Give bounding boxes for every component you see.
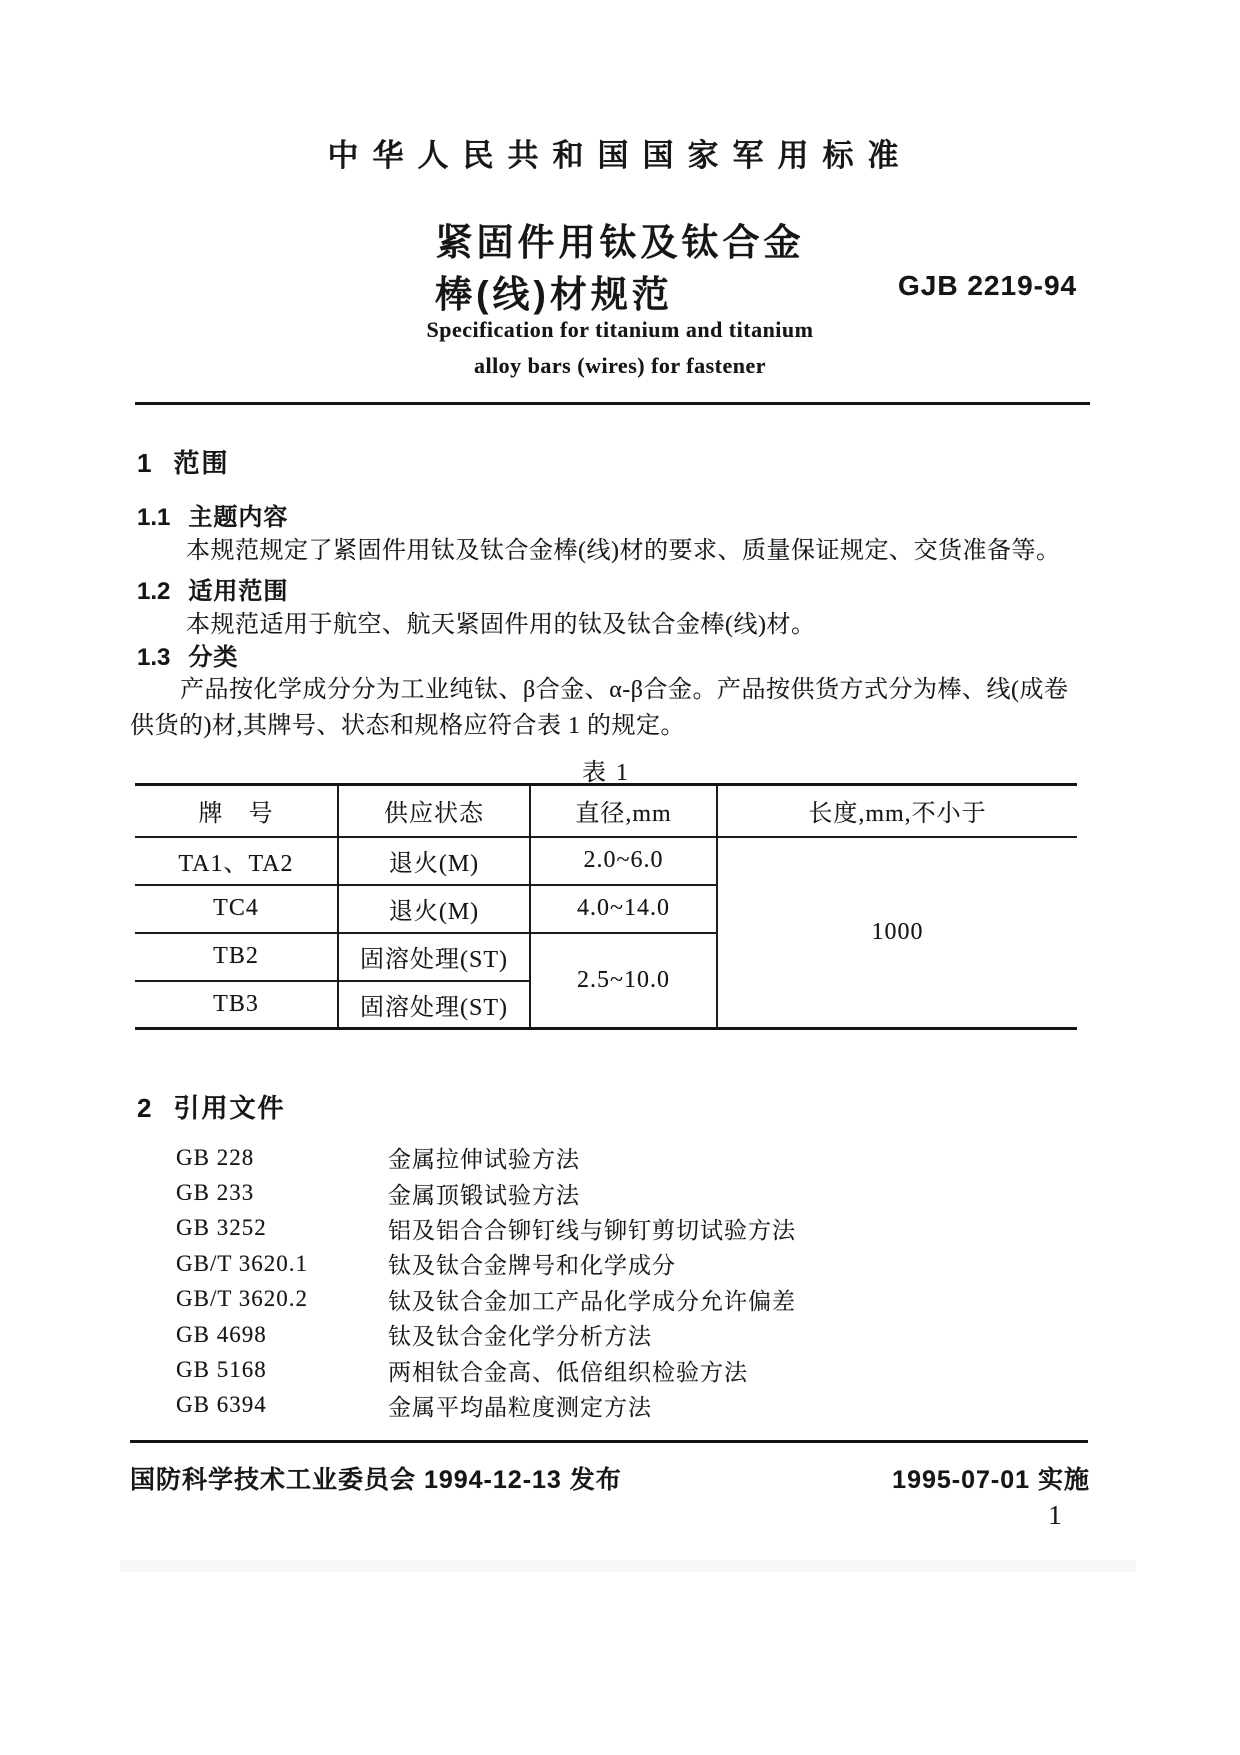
section-1-1-number: 1.1 — [137, 504, 171, 531]
section-1-title: 范围 — [173, 448, 230, 478]
cell-length-merged: 1000 — [717, 837, 1077, 1029]
cell-state: 退火(M) — [338, 885, 530, 933]
cell-grade: TA1、TA2 — [135, 837, 338, 885]
list-item — [176, 1317, 1076, 1352]
list-item — [176, 1140, 1076, 1175]
list-item — [176, 1352, 1076, 1387]
reference-title: 金属平均晶粒度测定方法 — [388, 1394, 652, 1420]
cell-diameter: 4.0~14.0 — [530, 885, 717, 933]
reference-code: GB 6394 — [176, 1392, 267, 1418]
reference-code: GB/T 3620.2 — [176, 1286, 308, 1312]
reference-title: 钛及钛合金加工产品化学成分允许偏差 — [388, 1288, 796, 1314]
reference-title: 钛及钛合金化学分析方法 — [388, 1324, 652, 1350]
reference-title: 金属顶锻试验方法 — [388, 1182, 580, 1208]
cell-grade: TC4 — [135, 885, 338, 933]
cell-diameter-merged: 2.5~10.0 — [530, 933, 717, 1029]
reference-code: GB 4698 — [176, 1321, 267, 1347]
page-number: 1 — [1048, 1500, 1062, 1530]
cell-state: 固溶处理(ST) — [338, 933, 530, 981]
col-header-length: 长度,mm,不小于 — [717, 785, 1077, 837]
section-1-number: 1 — [137, 448, 152, 478]
footer-issued-by: 国防科学技术工业委员会 1994-12-13 发布 — [130, 1466, 622, 1494]
reference-title: 金属拉伸试验方法 — [388, 1147, 580, 1173]
section-1-1-heading — [137, 497, 288, 532]
section-1-2-body: 本规范适用于航空、航天紧固件用的钛及钛合金棒(线)材。 — [186, 612, 816, 638]
col-header-grade: 牌 号 — [135, 785, 338, 837]
cell-diameter: 2.0~6.0 — [530, 837, 717, 885]
col-header-supply-state: 供应状态 — [338, 785, 530, 837]
header-divider-rule — [135, 402, 1090, 405]
cell-state: 退火(M) — [338, 837, 530, 885]
reference-title: 铝及铝合合铆钉线与铆钉剪切试验方法 — [388, 1217, 796, 1243]
list-item — [176, 1211, 1076, 1246]
section-1-2-title: 适用范围 — [188, 578, 289, 605]
cell-grade: TB3 — [135, 981, 338, 1029]
section-1-2-heading — [137, 571, 288, 606]
list-item — [176, 1175, 1076, 1210]
reference-title: 两相钛合金高、低倍组织检验方法 — [388, 1359, 748, 1385]
reference-title: 钛及钛合金牌号和化学成分 — [388, 1253, 676, 1279]
table-row — [135, 837, 1077, 885]
section-2-number: 2 — [137, 1093, 152, 1123]
section-2-title: 引用文件 — [173, 1093, 286, 1123]
reference-code: GB 228 — [176, 1144, 255, 1170]
standard-org-line: 中华人民共和国国家军用标准 — [327, 138, 913, 173]
table-1 — [135, 783, 1077, 1030]
reference-code: GB 5168 — [176, 1357, 267, 1383]
section-1-1-title: 主题内容 — [188, 504, 289, 531]
footer — [130, 1460, 1090, 1496]
reference-list — [176, 1140, 1076, 1423]
list-item — [176, 1388, 1076, 1423]
title-chinese-line1: 紧固件用钛及钛合金 — [435, 222, 805, 263]
reference-code: GB/T 3620.1 — [176, 1250, 308, 1276]
section-1-3-body: 产品按化学成分分为工业纯钛、β合金、α-β合金。产品按供货方式分为棒、线(成卷供货的)材,其牌号、状态和规格应符合表 1 的规定。 — [130, 677, 1069, 739]
list-item — [176, 1246, 1076, 1281]
title-chinese-line2: 棒(线)材规范 — [435, 274, 673, 315]
scan-artifact-band — [120, 1560, 1136, 1572]
footer-effective-date: 1995-07-01 实施 — [892, 1466, 1090, 1494]
section-1-1-body: 本规范规定了紧固件用钛及钛合金棒(线)材的要求、质量保证规定、交货准备等。 — [186, 538, 1061, 564]
standard-number: GJB 2219-94 — [898, 270, 1078, 301]
section-1-3-number: 1.3 — [137, 644, 171, 671]
table-row — [135, 785, 1077, 837]
section-1-heading — [137, 443, 229, 480]
title-english-line1: Specification for titanium and titanium — [426, 317, 814, 342]
list-item — [176, 1282, 1076, 1317]
footer-divider-rule — [130, 1440, 1088, 1443]
title-english-line2: alloy bars (wires) for fastener — [473, 353, 767, 378]
cell-state: 固溶处理(ST) — [338, 981, 530, 1029]
cell-grade: TB2 — [135, 933, 338, 981]
section-1-2-number: 1.2 — [137, 578, 171, 605]
table-1-caption: 表 1 — [582, 760, 630, 786]
col-header-diameter: 直径,mm — [530, 785, 717, 837]
reference-code: GB 233 — [176, 1180, 255, 1206]
section-1-3-title: 分类 — [188, 644, 239, 671]
section-1-3-heading — [137, 637, 238, 672]
reference-code: GB 3252 — [176, 1215, 267, 1241]
section-2-heading — [137, 1088, 285, 1125]
